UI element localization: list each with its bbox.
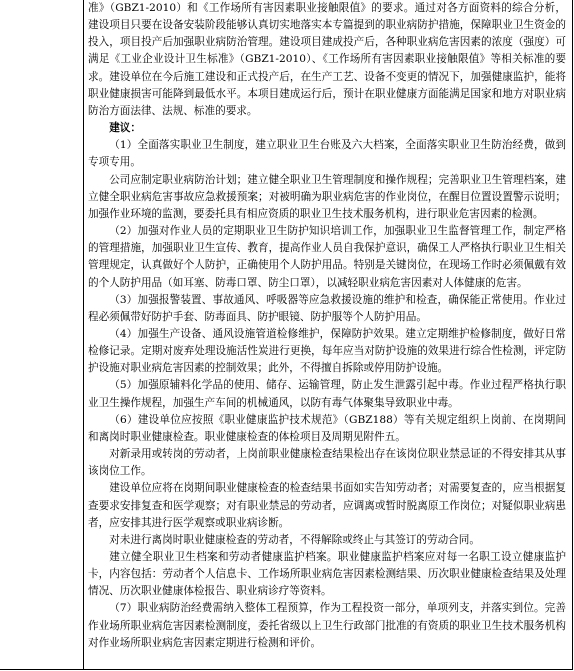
suggestion-paragraph: 对未进行离岗时职业健康检查的劳动者，不得解除或终止与其签订的劳动合同。 [109,533,480,546]
suggestion-paragraph: （5）加强原辅料化学品的使用、储存、运输管理，防止发生泄露引起中毒。作业过程严格执行职业卫生操作规程，加强生产车间的机械通风，以防有毒气体聚集导致职业中毒。 [88,379,566,409]
table-label-column [0,0,84,669]
suggestion-paragraph: 公司应制定职业病防治计划；建立健全职业卫生管理制度和操作规程；完善职业卫生管理档案，建立健全职业病危害事故应急救援预案；对被明确为职业病危害的作业岗位，在醒目位置设置警示说明；加强作业环境的监测，要委托具有相应资质的职业卫生技术服务机构，进行职业危害因素的检测。 [88,173,566,220]
suggestion-paragraph: 对新录用或转岗的劳动者，上岗前职业健康检查结果检出存在该岗位职业禁忌证的不得安排其从事该岗位工作。 [88,448,566,478]
suggestion-paragraph: （6）建设单位应按照《职业健康监护技术规范》（GBZ188）等有关规定组织上岗前、在岗期间和离岗时职业健康检查。职业健康检查的体检项目及周期见附件五。 [88,413,566,443]
suggestion-paragraph: （7）职业病防治经费需纳入整体工程预算，作为工程投资一部分，单项列支，并落实到位。完善作业场所职业病危害因素检测制度，委托省级以上卫生行政部门批准的有资质的职业卫生技术服务机构对作业场所职业病危害因素定期进行检测和评价。 [88,602,566,649]
suggestion-paragraph: （2）加强对作业人员的定期职业卫生防护知识培训工作，加强职业卫生监督管理工作，制定严格的管理措施，加强职业卫生宣传、教育，提高作业人员自我保护意识，确保工人严格执行职业卫生相关管理规定，认真做好个人防护，正确使用个人防护用品。特别是关键岗位，在现场工作时必须佩戴有效的个人防护用品（如耳塞、防毒口罩、防尘口罩），以减轻职业病危害因素对人体健康的危害。 [88,225,566,289]
suggestion-paragraph: （1）全面落实职业卫生制度，建立职业卫生台账及六大档案，全面落实职业卫生防治经费，做到专项专用。 [88,139,566,169]
suggestion-paragraph: 建立健全职业卫生档案和劳动者健康监护档案。职业健康监护档案应对每一名职工设立健康监护卡，内容包括：劳动者个人信息卡、工作场所职业病危害因素检测结果、历次职业健康检查结果及处理情况、历次职业健康体检报告、职业病诊疗等资料。 [88,551,566,598]
suggestions-heading: 建议： [109,122,141,135]
table-content-cell [88,0,566,669]
conclusion-paragraph: 准》（GBZ1-2010）和《工作场所有害因素职业接触限值》的要求。通过对各方面资料的综合分析，建设项目只要在设备安装阶段能够认真切实地落实本专篇提到的职业病防护措施，保障职业卫生资金的投入，项目投产后加强职业病防治管理。建设项目建成投产后，各种职业病危害因素的浓度（强度）可满足《工业企业设计卫生标准》（GBZ1-2010）、《工作场所有害因素职业接触限值》等相关标准的要求。建设单位在今后施工建设和正式投产后，在生产工艺、设备不变更的情况下，加强健康监护，能将职业健康损害可能降到最低水平。本项目建成运行后，预计在职业健康方面能满足国家和地方对职业病防治方面法律、法规、标准的要求。 [88,2,566,117]
suggestion-paragraph: （3）加强报警装置、事故通风、呼吸器等应急救援设施的维护和检查，确保能正常使用。作业过程必须佩带好防护手套、防毒面具、防护眼镜、防护服等个人防护用品。 [88,293,566,323]
suggestion-paragraph: 建设单位应将在岗期间职业健康检查的检查结果书面如实告知劳动者；对需要复查的，应当根据复查要求安排复查和医学观察；对有职业禁忌的劳动者，应调离或暂时脱离原工作岗位；对疑似职业病患者，应安排其进行医学观察或职业病诊断。 [88,482,566,529]
suggestion-paragraph: （4）加强生产设备、通风设施管道检修维护，保障防护效果。建立定期维护检修制度，做好日常检修记录。定期对废弃处理设施活性炭进行更换，每年应当对防护设施的效果进行综合性检测，评定防护设施对职业病危害因素的控制效果；此外，不得擅自拆除或停用防护设施。 [88,327,566,375]
